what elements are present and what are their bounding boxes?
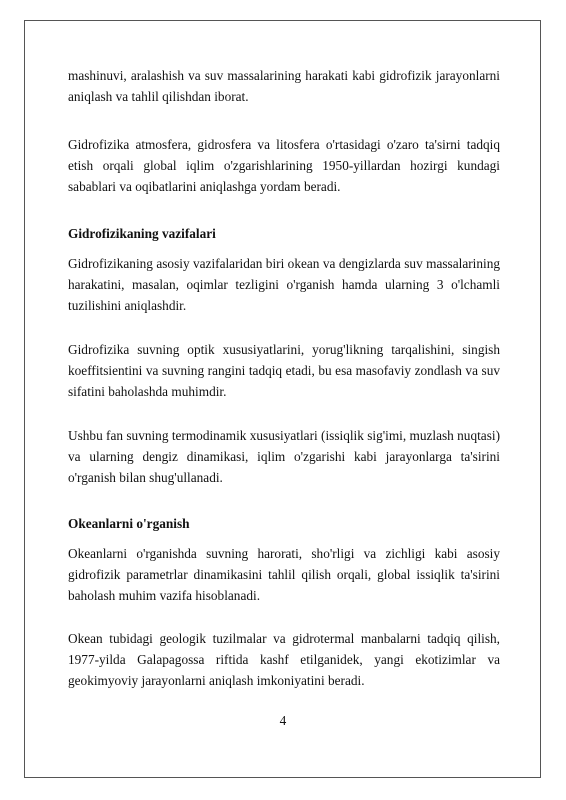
paragraph-optics: Gidrofizika suvning optik xususiyatlarini, yorug'likning tarqalishini, singish koeffitsientini va suvning rangini tadqiq etadi, bu esa masofaviy zondlash va suv sifatini baholashda muhimdir. (68, 342, 500, 399)
paragraph-climate: Gidrofizika atmosfera, gidrosfera va litosfera o'rtasidagi o'zaro ta'sirni tadqiq etish orqali global iqlim o'zgarishlarining 1950-yillardan hozirgi kundagi sabablari va oqibatlarini aniqlashga yordam beradi. (68, 137, 500, 194)
section-heading-tasks: Gidrofizikaning vazifalari (68, 226, 216, 241)
page-number: 4 (279, 713, 287, 728)
paragraph-ocean-floor: Okean tubidagi geologik tuzilmalar va gidrotermal manbalarni tadqiq qilish, 1977-yilda Galapagossa riftida kashf etilganidek, yangi ekotizimlar va geokimyoviy jarayonlarni aniqlash imkoniyatini beradi. (68, 631, 500, 688)
paragraph-continuation: mashinuvi, aralashish va suv massalarining harakati kabi gidrofizik jarayonlarni aniqlash va tahlil qilishdan iborat. (68, 68, 500, 104)
paragraph-thermodynamics: Ushbu fan suvning termodinamik xususiyatlari (issiqlik sig'imi, muzlash nuqtasi) va ularning dengiz dinamikasi, iqlim o'zgarishi kabi jarayonlarga ta'sirini o'rganish bilan shug'ullanadi. (68, 428, 500, 485)
section-heading-oceans: Okeanlarni o'rganish (68, 516, 190, 531)
paragraph-ocean-parameters: Okeanlarni o'rganishda suvning harorati, sho'rligi va zichligi kabi asosiy gidrofizik parametrlar dinamikasini tahlil qilish orqali, global issiqlik ta'sirini baholash muhim vazifa hisoblanadi. (68, 546, 500, 603)
paragraph-water-masses: Gidrofizikaning asosiy vazifalaridan biri okean va dengizlarda suv massalarining harakatini, masalan, oqimlar tezligini o'rganish hamda ularning 3 o'lchamli tuzilishini aniqlashdir. (68, 256, 500, 313)
